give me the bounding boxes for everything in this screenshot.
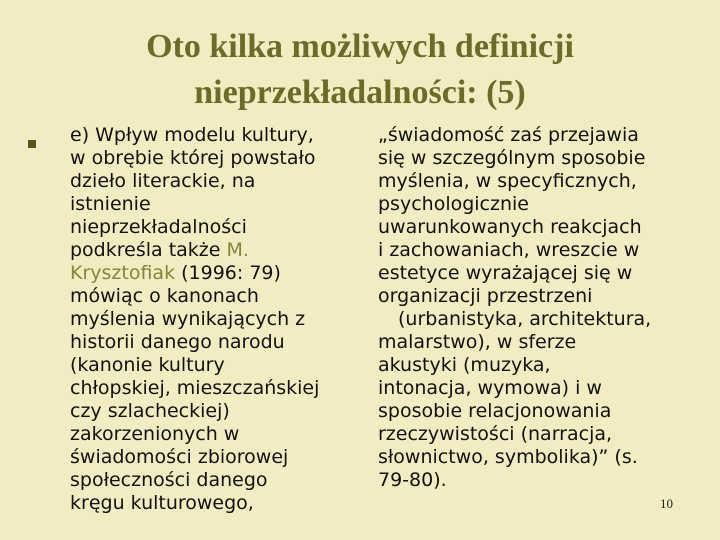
text-segment: podkreśla także [70,239,221,261]
text-line: istnienie [70,193,151,215]
quote-line: intonacja, wymowa) i w [378,377,602,399]
text-line [70,239,360,262]
text-line: zakorzenionych w [70,423,240,445]
author-name-part2: Krysztofiak [70,262,176,284]
quote-line: „świadomość zaś przejawia [378,124,639,146]
text-line: w obrębie której powstało [70,147,316,169]
slide-title [60,24,660,116]
quote-line: akustyki (muzyka, [378,354,551,376]
text-line: myślenia wynikających z [70,308,306,330]
right-column-quote [378,124,704,492]
quote-line: malarstwo), w sferze [378,331,577,353]
text-line: świadomości zbiorowej [70,446,289,468]
text-line: (kanonie kultury [70,354,225,376]
quote-line: estetyce wyrażającej się w [378,262,633,284]
quote-line: myślenia, w specyficznych, [378,170,637,192]
author-name-part1: M. [226,239,249,261]
text-line: dzieło literackie, na [70,170,256,192]
text-line: mówiąc o kanonach [70,285,259,307]
text-line [70,262,360,285]
quote-line: słownictwo, symbolika)” (s. [378,446,638,468]
page-number: 10 [660,496,673,511]
text-line: społeczności danego [70,469,268,491]
text-segment: (1996: 79) [181,262,281,284]
text-line: e) Wpływ modelu kultury, [70,124,314,146]
left-column-text [70,124,360,515]
quote-line: rzeczywistości (narracja, [378,423,613,445]
quote-line: uwarunkowanych reakcjach [378,216,642,238]
text-line: czy szlacheckiej) [70,400,230,422]
title-line-1: Oto kilka możliwych definicji [146,28,574,65]
quote-line: się w szczególnym sposobie [378,147,646,169]
text-line: kręgu kulturowego, [70,492,254,514]
quote-line: psychologicznie [378,193,529,215]
quote-line: i zachowaniach, wreszcie w [378,239,640,261]
square-bullet-icon [28,140,36,148]
quote-line: (urbanistyka, architektura, [398,308,652,330]
text-line: historii danego narodu [70,331,285,353]
text-line: chłopskiej, mieszczańskiej [70,377,320,399]
quote-line: sposobie relacjonowania [378,400,612,422]
text-line: nieprzekładalności [70,216,247,238]
title-line-2: nieprzekładalności: (5) [194,74,526,111]
quote-line: 79-80). [378,469,447,491]
quote-line: organizacji przestrzeni [378,285,593,307]
